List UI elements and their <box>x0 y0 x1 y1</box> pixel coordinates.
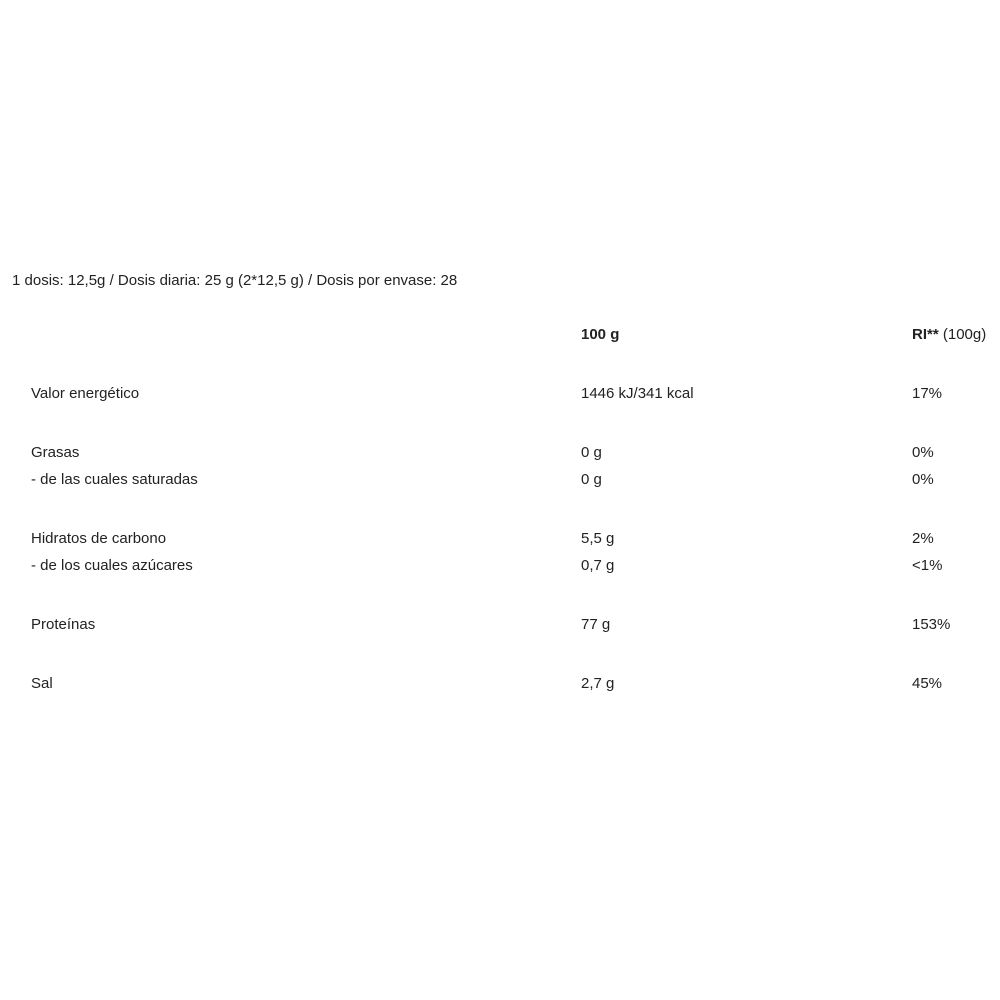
nutrient-name: Grasas <box>31 444 80 461</box>
nutrient-ri: 17% <box>912 385 943 402</box>
nutrient-amount: 0 g <box>581 444 602 461</box>
nutrient-name: Valor energético <box>31 385 140 402</box>
header-ri-suffix: (100g) <box>938 326 987 343</box>
table-row <box>0 616 1000 636</box>
nutrient-amount: 77 g <box>581 616 611 633</box>
table-row <box>0 385 1000 405</box>
nutrient-amount: 0 g <box>581 471 602 488</box>
nutrient-ri: 153% <box>912 616 951 633</box>
nutrient-name: - de las cuales saturadas <box>31 471 198 488</box>
nutrient-ri: 2% <box>912 530 934 547</box>
nutrient-ri: 0% <box>912 471 934 488</box>
nutrient-amount: 0,7 g <box>581 557 615 574</box>
nutrient-name: Sal <box>31 675 53 692</box>
nutrient-ri: 0% <box>912 444 934 461</box>
table-row <box>0 557 1000 577</box>
table-header <box>0 326 1000 346</box>
table-row <box>0 530 1000 550</box>
table-row <box>0 471 1000 491</box>
nutrient-name: Hidratos de carbono <box>31 530 167 547</box>
serving-info: 1 dosis: 12,5g / Dosis diaria: 25 g (2*12,5 g) / Dosis por envase: 28 <box>12 272 458 289</box>
nutrient-ri: <1% <box>912 557 943 574</box>
nutrient-name: Proteínas <box>31 616 96 633</box>
header-amount: 100 g <box>581 326 620 343</box>
nutrient-amount: 2,7 g <box>581 675 615 692</box>
table-row <box>0 444 1000 464</box>
header-ri-label: RI** <box>912 326 939 343</box>
table-row <box>0 675 1000 695</box>
nutrient-amount: 1446 kJ/341 kcal <box>581 385 694 402</box>
nutrient-ri: 45% <box>912 675 943 692</box>
nutrient-name: - de los cuales azúcares <box>31 557 193 574</box>
header-ri <box>912 326 986 343</box>
nutrient-amount: 5,5 g <box>581 530 615 547</box>
